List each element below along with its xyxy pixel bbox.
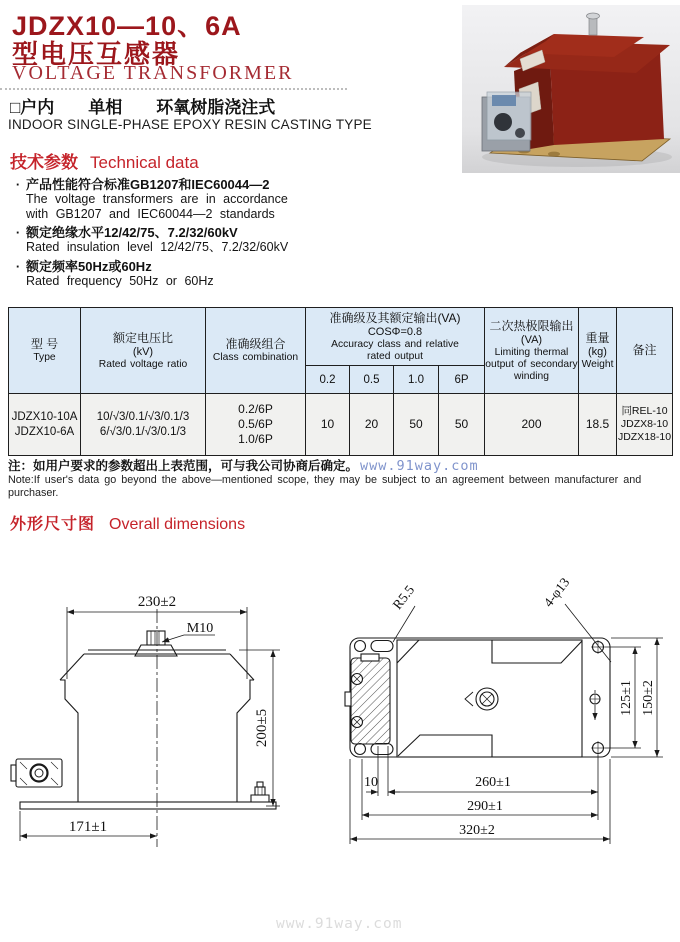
ratio-value: 10/√3/0.1/√3/0.1/3 — [96, 410, 190, 423]
th-ratio-en: Rated voltage ratio — [98, 358, 188, 370]
page-title-english: VOLTAGE TRANSFORMER — [12, 62, 294, 84]
bullet-item — [10, 225, 450, 255]
bullet-item — [10, 259, 450, 289]
remark-value: 同REL-10 — [621, 405, 668, 417]
th-accuracy-sub: 0.5 — [350, 366, 394, 394]
remark-value: JDZX8-10 — [620, 418, 669, 430]
page-title-type: 型电压互感器 — [12, 39, 181, 69]
th-remarks — [617, 308, 673, 394]
terminal-box-front — [11, 759, 62, 787]
th-accuracy-sub: 1.0 — [394, 366, 439, 394]
th-accuracy-cos: COSΦ=0.8 — [367, 325, 423, 338]
table-row — [9, 394, 673, 456]
cell-ratio — [81, 394, 206, 456]
cell-weight: 18.5 — [579, 394, 617, 456]
th-accuracy — [306, 308, 485, 366]
dim-offset-label: 10 — [364, 775, 378, 790]
cell-thermal: 200 — [485, 394, 579, 456]
tech-bullet-list — [10, 177, 450, 292]
th-accuracy-sub: 6P — [439, 366, 485, 394]
th-class — [206, 308, 306, 394]
th-thermal-unit: (VA) — [520, 333, 543, 346]
bullet-dot: · — [15, 258, 21, 274]
bullet-line-cn: 额定绝缘水平12/42/75、7.2/32/60kV — [26, 225, 238, 240]
dim-slot-spacing-label: 290±1 — [467, 799, 503, 814]
remark-value: JDZX18-10 — [617, 431, 672, 443]
bullet-line-en: Rated frequency 50Hz or 60Hz — [26, 273, 214, 288]
dim-base-width-label: 171±1 — [68, 819, 108, 835]
type-value: JDZX10-6A — [14, 425, 75, 438]
dim-height-label: 200±5 — [254, 708, 270, 748]
th-weight-unit: (kg) — [588, 345, 607, 358]
watermark-bottom: www.91way.com — [276, 916, 403, 932]
th-class-cn: 准确级组合 — [225, 337, 286, 351]
dim-corner-radius-label: R5.5 — [389, 582, 418, 613]
table-note — [8, 459, 676, 500]
cell-output: 50 — [394, 394, 439, 456]
spec-table — [8, 307, 673, 456]
dotted-divider — [0, 88, 347, 90]
dim-width-label: 230±2 — [137, 594, 177, 610]
front-view-drawing — [8, 563, 308, 857]
cell-class — [206, 394, 306, 456]
cell-output: 10 — [306, 394, 350, 456]
th-thermal-en: winding — [514, 370, 549, 382]
th-weight-en: Weight — [581, 358, 614, 370]
bullet-text — [26, 177, 288, 221]
th-thermal-en: Limiting thermal — [494, 346, 569, 358]
watermark-inline: www.91way.com — [360, 458, 479, 474]
primary-terminal-stud — [589, 17, 597, 35]
th-class-en: Class combination — [212, 352, 299, 363]
note-cn: 注：如用户要求的参数超出上表范围，可与我公司协商后确定。 — [8, 459, 359, 473]
dim-hole-spacing-x-label: 260±1 — [475, 775, 511, 790]
tech-heading-cn: 技术参数 — [10, 153, 78, 172]
class-value: 0.2/6P — [238, 402, 273, 416]
cell-remarks — [617, 394, 673, 456]
th-ratio — [81, 308, 206, 394]
subtitle-chinese: □户内 单相 环氧树脂浇注式 — [10, 98, 276, 117]
class-value: 1.0/6P — [238, 432, 273, 446]
th-type-cn: 型 号 — [30, 337, 59, 351]
th-accuracy-en: Accuracy class and relative — [331, 338, 459, 350]
cell-output: 20 — [350, 394, 394, 456]
terminal-box — [482, 92, 531, 151]
page-title-model: JDZX10—10、6A — [12, 11, 242, 41]
bullet-line-en: Rated insulation level 12/42/75、7.2/32/60kV — [26, 240, 289, 254]
ground-bolt — [251, 782, 269, 802]
bullet-text — [26, 225, 288, 255]
class-value: 0.5/6P — [238, 417, 273, 431]
bullet-dot: · — [15, 225, 21, 240]
bullet-line-cn: 额定频率50Hz或60Hz — [26, 258, 152, 274]
top-view-drawing — [335, 562, 675, 864]
bullet-dot: · — [15, 177, 21, 192]
dim-holes-label: 4-φ13 — [540, 574, 573, 610]
dim-plate-depth-label: 150±2 — [641, 680, 656, 716]
th-type-en: Type — [33, 352, 56, 363]
th-accuracy-en: rated output — [367, 350, 423, 362]
dims-heading-en: Overall dimensions — [109, 516, 246, 533]
th-thermal — [485, 308, 579, 394]
dim-plate-width-label: 320±2 — [459, 823, 495, 838]
dim-bolt-label: M10 — [186, 621, 214, 636]
dims-section-heading — [10, 511, 245, 534]
tech-section-heading — [10, 148, 199, 173]
dim-hole-spacing-y-label: 125±1 — [619, 680, 634, 716]
bullet-text — [26, 259, 214, 289]
terminal-box-top — [345, 654, 390, 744]
cell-type — [9, 394, 81, 456]
ratio-value: 6/√3/0.1/√3/0.1/3 — [99, 425, 187, 438]
tech-heading-en: Technical data — [90, 153, 199, 172]
th-remarks-cn: 备注 — [632, 343, 657, 357]
product-photo — [462, 5, 680, 173]
th-accuracy-cn: 准确级及其额定输出(VA) — [329, 310, 461, 325]
th-thermal-cn: 二次热极限输出 — [489, 318, 574, 333]
th-thermal-en: output of secondary — [485, 358, 578, 370]
th-ratio-cn: 额定电压比 — [112, 330, 173, 345]
note-en: Note:If user's data go beyond the above—mentioned scope, they may be subject to an agreement between manufacturer and purchaser. — [8, 474, 642, 499]
cell-output: 50 — [439, 394, 485, 456]
type-value: JDZX10-10A — [11, 410, 78, 423]
th-type — [9, 308, 81, 394]
th-weight — [579, 308, 617, 394]
subtitle-english: INDOOR SINGLE-PHASE EPOXY RESIN CASTING TYPE — [8, 117, 372, 132]
th-accuracy-sub: 0.2 — [306, 366, 350, 394]
bullet-line-cn: 产品性能符合标准GB1207和IEC60044—2 — [26, 177, 270, 192]
bullet-line-en: with GB1207 and IEC60044—2 standards — [26, 206, 275, 221]
th-ratio-unit: (kV) — [132, 345, 154, 358]
bullet-item — [10, 177, 450, 221]
dims-heading-cn: 外形尺寸图 — [10, 516, 96, 533]
th-weight-cn: 重量 — [585, 330, 610, 345]
bullet-line-en: The voltage transformers are in accordance — [26, 192, 288, 206]
